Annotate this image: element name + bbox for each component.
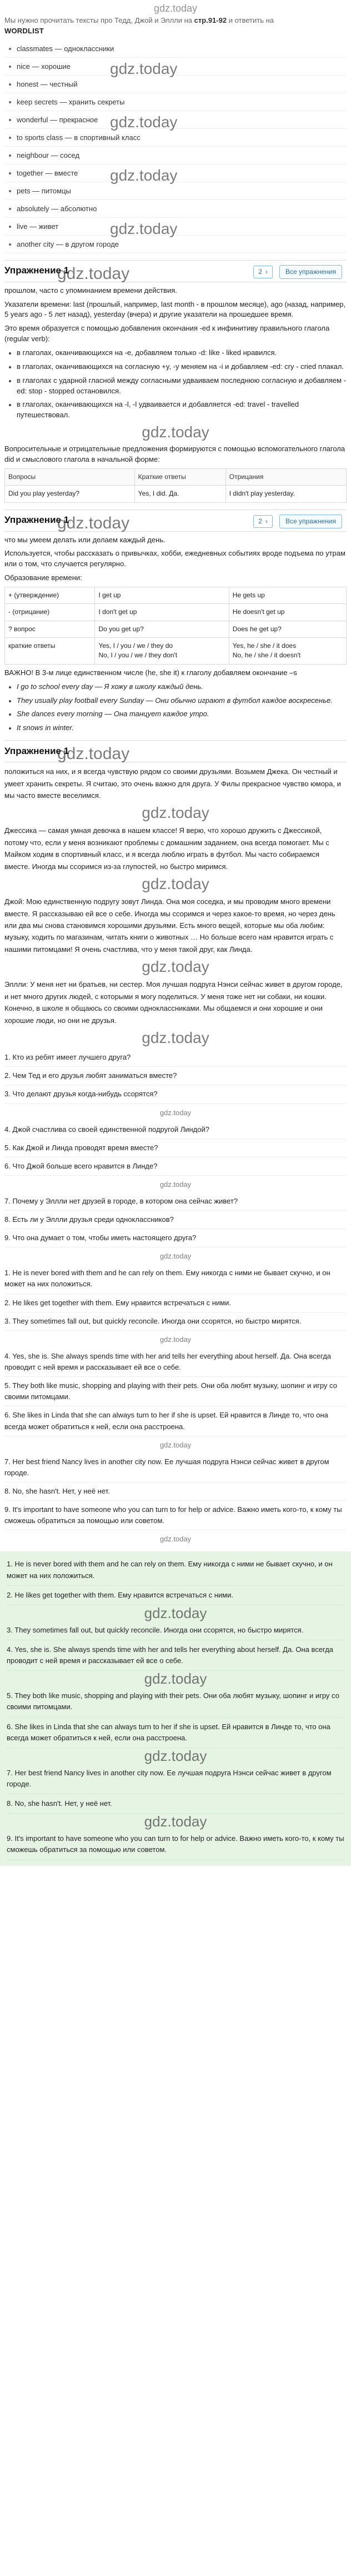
all-exercises-button[interactable]: Все упражнения bbox=[279, 515, 342, 528]
rule-item: в глаголах, оканчивающихся на -l, -l удваивается и добавляется -ed: travel - travelled путешествовал. bbox=[4, 400, 347, 421]
watermark: gdz.today bbox=[110, 113, 178, 131]
exercise-header-present bbox=[4, 510, 347, 532]
table-row bbox=[5, 638, 347, 665]
present-p4: ВАЖНО! В 3-м лице единственном числе (he, she it) к глаголу добавляем окончание –s bbox=[4, 668, 297, 677]
wordlist-item: to sports class — в спортивный класс bbox=[4, 129, 347, 147]
table-header: Краткие ответы bbox=[134, 468, 225, 485]
watermark: gdz.today bbox=[159, 1180, 192, 1189]
question-item: 3. They sometimes fall out, but quickly reconcile. Иногда они ссорятся, но быстро мирятся. bbox=[4, 1312, 347, 1331]
intro bbox=[4, 16, 347, 26]
wordlist bbox=[4, 40, 347, 253]
watermark: gdz.today bbox=[144, 1747, 207, 1764]
example-item: It snows in winter. bbox=[4, 723, 347, 733]
watermark: gdz.today bbox=[159, 1335, 192, 1344]
watermark: gdz.today bbox=[144, 1670, 207, 1688]
table-cell: + (утверждение) bbox=[5, 587, 95, 603]
watermark: gdz.today bbox=[159, 1440, 192, 1449]
watermark: gdz.today bbox=[142, 1029, 209, 1047]
all-exercises-button[interactable]: Все упражнения bbox=[279, 265, 342, 279]
table-cell: Yes, I did. Да. bbox=[134, 486, 225, 502]
example-item: They usually play football every Sunday — Они обычно играют в футбол каждое воскресенье. bbox=[4, 696, 347, 706]
wordlist-item: absolutely — абсолютно bbox=[4, 200, 347, 218]
answer-item: 1. He is never bored with them and he can rely on them. Ему никогда с ними не бывает скучно, и он может на них положиться. bbox=[7, 1555, 344, 1585]
table-cell: ? вопрос bbox=[5, 621, 95, 637]
question-item: 2. Чем Тед и его друзья любят заниматься вместе? bbox=[4, 1067, 347, 1085]
question-item: 2. He likes get together with them. Ему нравится встречаться с ними. bbox=[4, 1294, 347, 1312]
exercise-controls bbox=[253, 515, 342, 528]
exercise-controls bbox=[253, 265, 342, 279]
wordlist-item: keep secrets — хранить секреты bbox=[4, 93, 347, 111]
rule-item: в глаголах с ударной гласной между согласными удваиваем последнюю согласную и добавляем -ed: stop - stopped остановился. bbox=[4, 376, 347, 397]
watermark: gdz.today bbox=[142, 804, 209, 822]
watermark: gdz.today bbox=[57, 513, 130, 532]
question-item: 1. Кто из ребят имеет лучшего друга? bbox=[4, 1049, 347, 1067]
table-cell: Does he get up? bbox=[229, 621, 346, 637]
present-p3: Образование времени: bbox=[4, 573, 82, 582]
exercise-number-select[interactable] bbox=[253, 515, 273, 528]
answer-item: 3. They sometimes fall out, but quickly reconcile. Иногда они ссорятся, но быстро мирятся. bbox=[7, 1621, 344, 1640]
exercise-header-story bbox=[4, 740, 347, 762]
watermark: gdz.today bbox=[110, 219, 178, 237]
question-item: 7. Почему у Эллли нет друзей в городе, в котором она сейчас живет? bbox=[4, 1192, 347, 1211]
table-cell: I get up bbox=[95, 587, 229, 603]
table-cell: Did you play yesterday? bbox=[5, 486, 135, 502]
watermark: gdz.today bbox=[159, 1252, 192, 1261]
wordlist-item: wonderful — прекрасное gdz.today bbox=[4, 111, 347, 129]
table-cell: I didn't play yesterday. bbox=[225, 486, 346, 502]
wordlist-item: pets — питомцы bbox=[4, 182, 347, 200]
table-row bbox=[5, 587, 347, 603]
exercise-title: Упражнение 1 bbox=[4, 745, 69, 756]
table-cell: He doesn't get up bbox=[229, 604, 346, 621]
present-simple-table bbox=[4, 587, 347, 665]
answer-item: 5. They both like music, shopping and playing with their pets. Они оба любят музыку, шопинг и игру со своими питомцами. bbox=[7, 1686, 344, 1717]
answer-item: 2. He likes get together with them. Ему нравится встречаться с ними. bbox=[7, 1586, 344, 1605]
question-item: 4. Yes, she is. She always spends time with her and tells her everything about herself. Да. Она всегда проводит с ней время и рассказывает ей все о себе. bbox=[4, 1347, 347, 1377]
watermark: gdz.today bbox=[144, 1604, 207, 1621]
present-p1: что мы умеем делать или делаем каждый день. bbox=[4, 535, 166, 544]
answer-item: 4. Yes, she is. She always spends time with her and tells her everything about herself. Да. Она всегда проводит с ней время и рассказывает ей все о себе. bbox=[7, 1640, 344, 1671]
present-examples bbox=[4, 682, 347, 733]
table-cell: Yes, he / she / it does No, he / she / it doesn't bbox=[229, 638, 346, 665]
watermark: gdz.today bbox=[144, 1813, 207, 1830]
present-p2: Используется, чтобы рассказать о привычках, хобби, ежедневных событиях вроде подъема по утрам или о том, что случается регулярно. bbox=[4, 549, 345, 568]
watermark: gdz.today bbox=[57, 264, 130, 283]
story-paragraph: Эллли: У меня нет ни братьев, ни сестер. Моя лучшая подруга Нэнси сейчас живет в другом городе, и нет много других людей, с которыми я могу поделиться. У меня тоже нет ни собаки, ни кошки. Конечно, в школе я общаюсь со своими одноклассниками. Мы общаемся и они хорошие и они хорошие люди, но они не друзья. bbox=[4, 980, 343, 1025]
wordlist-item: live — живет gdz.today bbox=[4, 218, 347, 236]
intro-pages: стр.91-92 bbox=[194, 16, 227, 25]
question-item: 9. Что она думает о том, чтобы иметь настоящего друга? bbox=[4, 1229, 347, 1247]
question-item: 1. He is never bored with them and he can rely on them. Ему никогда с ними не бывает скучно, и он может на них положиться. bbox=[4, 1264, 347, 1294]
rule-item: в глаголах, оканчивающихся на -e, добавляем только -d: like - liked нравился. bbox=[4, 348, 347, 358]
past-simple-table bbox=[4, 468, 347, 503]
watermark: gdz.today bbox=[57, 745, 130, 763]
question-item: 4. Джой счастлива со своей единственной подругой Линдой? bbox=[4, 1121, 347, 1139]
watermark: gdz.today bbox=[159, 1535, 192, 1544]
watermark: gdz.today bbox=[142, 423, 209, 441]
answers-block bbox=[0, 1551, 351, 1865]
watermark: gdz.today bbox=[110, 59, 178, 77]
table-cell: He gets up bbox=[229, 587, 346, 603]
exercise-number: 2 bbox=[258, 267, 262, 276]
rule-item: в глаголах, оканчивающихся на согласную +y, -y меняем на -i и добавляем -ed: cry - cried плакал. bbox=[4, 362, 347, 372]
chevron-right-icon: › bbox=[265, 517, 268, 525]
wordlist-item: another city — в другом городе bbox=[4, 236, 347, 253]
answer-item: 9. It's important to have someone who you can turn to for help or advice. Важно иметь кого-то, к кому ты сможешь обратиться за помощью или советом. bbox=[7, 1829, 344, 1860]
question-item: 6. She likes in Linda that she can always turn to her if she is upset. Ей нравится в Линде то, что она всегда может обратиться к ней, если она расстроена. bbox=[4, 1406, 347, 1436]
table-header: Отрицания bbox=[225, 468, 346, 485]
answer-item: 8. No, she hasn't. Нет, у неё нет. bbox=[7, 1794, 344, 1814]
exercise-number-select[interactable] bbox=[253, 266, 273, 278]
table-cell: Do you get up? bbox=[95, 621, 229, 637]
table-cell: Yes, I / you / we / they do No, I / you / we / they don't bbox=[95, 638, 229, 665]
intro-tail: и ответить на bbox=[228, 16, 274, 25]
story-paragraph: Джой: Мою единственную подругу зовут Линда. Она моя соседка, и мы проводим много времени вместе. Я рассказываю ей все о себе. Иногда мы ссоримся и через какое-то время, но через день или два мы снова становимся хорошими друзьями. Есть много вещей, которые мы оба любим: музыку, ходить по магазинам, читать книги о животных … Но больше всего нам нравится играть с нашими питомцами! Я очень счастлива, что у меня такой друг, как Линда. bbox=[4, 897, 335, 953]
table-header: Вопросы bbox=[5, 468, 135, 485]
answer-item: 6. She likes in Linda that she can always turn to her if she is upset. Ей нравится в Линде то, что она всегда может обратиться к ней, если она расстроена. bbox=[7, 1718, 344, 1748]
question-item: 8. Есть ли у Эллли друзья среди одноклассников? bbox=[4, 1211, 347, 1229]
exercise-title: Упражнение 1 bbox=[4, 515, 69, 526]
wordlist-item: neighbour — сосед bbox=[4, 147, 347, 164]
grammar-p1: прошлом, часто с упоминанием времени действия. bbox=[4, 286, 177, 294]
wordlist-item: nice — хорошие gdz.today bbox=[4, 58, 347, 76]
exercise-header-past bbox=[4, 260, 347, 282]
grammar-p3: Это время образуется с помощью добавления окончания -ed к инфинитиву правильного глагола (regular verb): bbox=[4, 324, 330, 343]
table-cell: I don't get up bbox=[95, 604, 229, 621]
watermark: gdz.today bbox=[110, 166, 178, 184]
table-row bbox=[5, 604, 347, 621]
wordlist-item: honest — честный bbox=[4, 76, 347, 93]
question-item: 8. No, she hasn't. Нет, у неё нет. bbox=[4, 1482, 347, 1501]
intro-text: Мы нужно прочитать тексты про Тедд, Джой и Эллли на bbox=[4, 16, 193, 25]
wordlist-item: classmates — одноклассники bbox=[4, 40, 347, 58]
table-cell: - (отрицание) bbox=[5, 604, 95, 621]
wordlist-title: WORDLIST bbox=[4, 26, 44, 35]
watermark: gdz.today bbox=[142, 875, 209, 893]
example-item: She dances every morning — Она танцует каждое утро. bbox=[4, 709, 347, 720]
question-item: 3. Что делают друзья когда-нибудь ссорятся? bbox=[4, 1085, 347, 1104]
exercise-title: Упражнение 1 bbox=[4, 265, 69, 276]
grammar-p4: Вопросительные и отрицательные предложения формируются с помощью вспомогательного глагола did и смыслового глагола в начальной форме: bbox=[4, 445, 345, 463]
question-item: 9. It's important to have someone who you can turn to for help or advice. Важно иметь кого-то, к кому ты сможешь обратиться за помощью или советом. bbox=[4, 1501, 347, 1530]
watermark: gdz.today bbox=[142, 958, 209, 976]
table-row bbox=[5, 621, 347, 637]
wordlist-item: together — вместе gdz.today bbox=[4, 164, 347, 182]
story-text bbox=[4, 766, 347, 1046]
question-item: 5. Как Джой и Линда проводят время вместе? bbox=[4, 1139, 347, 1157]
exercise-number: 2 bbox=[258, 517, 262, 525]
question-list bbox=[4, 1049, 347, 1547]
question-item: 5. They both like music, shopping and playing with their pets. Они оба любят музыку, шопинг и игру со своими питомцами. bbox=[4, 1377, 347, 1406]
question-item: 7. Her best friend Nancy lives in another city now. Ее лучшая подруга Нэнси сейчас живет в другом городе. bbox=[4, 1453, 347, 1482]
example-item: I go to school every day — Я хожу в школу каждый день. bbox=[4, 682, 347, 692]
table-cell: краткие ответы bbox=[5, 638, 95, 665]
story-paragraph: положиться на них, и я всегда чувствую рядом со своими друзьями. Возьмем Джека. Он честный и умеет хранить секреты. Я считаю, это очень важно для друга. У Филы прекрасное чувство юмора, и мы часто вместе веселимся. bbox=[4, 767, 341, 800]
watermark-top: gdz.today bbox=[153, 3, 198, 14]
chevron-right-icon: › bbox=[265, 267, 268, 276]
watermark: gdz.today bbox=[159, 1108, 192, 1117]
grammar-rules bbox=[4, 348, 347, 421]
answer-item: 7. Her best friend Nancy lives in another city now. Ее лучшая подруга Нэнси сейчас живет в другом городе. bbox=[7, 1764, 344, 1794]
question-item: 6. Что Джой больше всего нравится в Линде? bbox=[4, 1157, 347, 1176]
grammar-p2: Указатели времени: last (прошлый, например, last month - в прошлом месяце), ago (назад, например, 5 years ago - 5 лет назад), yesterday (вчера) и другие указатели на прошедшее время. bbox=[4, 299, 346, 319]
story-paragraph: Джессика — самая умная девочка в нашем классе! Я верю, что хорошо дружить с Джессикой, потому что, если у меня возникают проблемы с домашним заданием, она всегда помогает. Мы с Майком ходим в спортивный класс, и я всегда люблю играть в футбол. Мы часто собираемся вместе. Иногда мы ссоримся из-за глупостей, но быстро миримся. bbox=[4, 826, 329, 871]
